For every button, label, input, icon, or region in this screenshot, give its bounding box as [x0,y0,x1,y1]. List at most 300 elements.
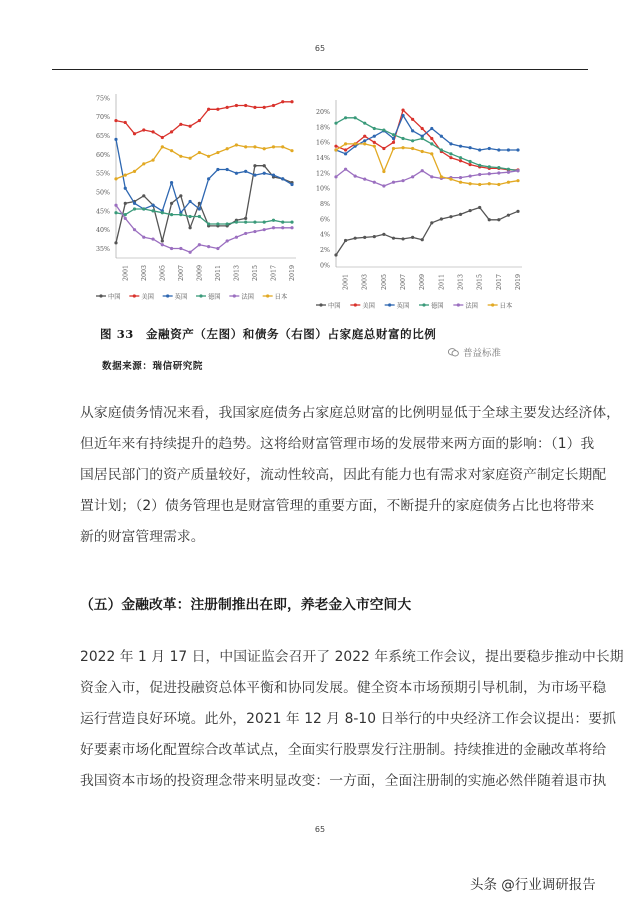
data-point [244,104,247,107]
y-tick-label: 8% [320,201,330,209]
data-point [421,137,424,140]
data-point [133,207,136,210]
data-point [373,141,376,144]
data-point [421,238,424,241]
data-point [344,148,347,151]
paragraph-line: 2022 年 1 月 17 日，中国证监会召开了 2022 年系统工作会议，提出要稳步推动中长期 [80,649,624,665]
data-point [449,156,452,159]
series-line-4 [116,205,292,252]
legend-marker [266,294,269,297]
x-tick-label: 2019 [515,274,522,291]
data-point [189,157,192,160]
data-point [488,147,491,150]
data-point [253,221,256,224]
data-point [507,171,510,174]
x-tick-label: 2011 [214,265,222,282]
data-point [469,209,472,212]
paragraph-line: 我国资本市场的投资理念带来明显改变：一方面，全面注册制的实施必然伴随着退市执 [80,773,607,789]
data-point [281,145,284,148]
legend-marker [457,303,460,306]
data-point [114,119,117,122]
data-point [124,217,127,220]
data-point [459,176,462,179]
data-point [411,236,414,239]
data-point [198,243,201,246]
data-point [382,128,385,131]
data-point [507,181,510,184]
data-point [373,127,376,130]
data-point [497,171,500,174]
data-point [516,169,519,172]
legend-label: 法国 [465,302,478,310]
data-point [142,128,145,131]
data-point [373,235,376,238]
paragraph-line: 资金入市，促进投融资总体平衡和协同发展。健全资本市场预期引导机制，为市场平稳 [80,680,607,696]
data-point [478,148,481,151]
data-point [382,170,385,173]
data-point [216,247,219,250]
data-point [253,164,256,167]
y-tick-label: 10% [316,185,330,193]
data-point [290,149,293,152]
x-tick-label: 2003 [140,265,148,282]
page-number-bottom: 65 [314,825,326,834]
data-point [151,158,154,161]
y-tick-label: 40% [96,227,110,235]
data-point [142,236,145,239]
data-point [244,170,247,173]
data-point [235,104,238,107]
y-tick-label: 70% [96,114,110,122]
data-point [179,123,182,126]
data-point [198,119,201,122]
legend-marker [133,294,136,297]
data-point [411,129,414,132]
series-line-1 [336,110,518,170]
data-point [459,156,462,159]
data-point [392,147,395,150]
data-point [207,155,210,158]
x-tick-label: 2001 [342,274,350,291]
paragraph-line: 国居民部门的资产质量较好，流动性较高，因此有能力也有需求对家庭资产制定长期配 [80,467,607,483]
data-point [344,168,347,171]
data-point [334,148,337,151]
data-point [344,116,347,119]
data-point [226,106,229,109]
legend-marker [233,294,236,297]
data-point [344,239,347,242]
data-point [421,127,424,130]
data-point [235,221,238,224]
data-point [469,174,472,177]
data-point [334,175,337,178]
data-point [507,148,510,151]
data-point [151,204,154,207]
data-point [235,172,238,175]
x-tick-label: 2009 [419,274,427,291]
paragraph-line: 好要素市场化配置综合改革试点，全面实行股票发行注册制。持续推进的金融改革将给 [80,742,607,758]
data-point [469,163,472,166]
legend-marker [166,294,169,297]
data-point [124,202,127,205]
data-point [170,130,173,133]
source-watermark: 头条 @行业调研报告 [470,877,596,893]
legend-marker [388,303,391,306]
data-point [142,194,145,197]
data-point [263,147,266,150]
data-point [334,253,337,256]
data-point [430,142,433,145]
data-point [478,183,481,186]
x-tick-label: 2003 [361,274,369,291]
data-point [373,145,376,148]
data-point [281,100,284,103]
legend-label: 日本 [274,293,288,301]
data-point [244,145,247,148]
data-point [226,239,229,242]
data-point [459,213,462,216]
data-point [488,172,491,175]
data-point [497,166,500,169]
data-point [114,177,117,180]
data-point [430,137,433,140]
legend-label: 日本 [499,302,513,310]
data-point [363,135,366,138]
data-point [440,148,443,151]
x-tick-label: 2005 [380,274,388,291]
data-point [216,151,219,154]
data-point [488,165,491,168]
data-point [401,137,404,140]
chart-financial-assets [86,90,296,312]
data-point [354,142,357,145]
data-point [354,174,357,177]
data-point [142,207,145,210]
data-point [449,178,452,181]
data-point [198,215,201,218]
data-point [253,230,256,233]
y-tick-label: 65% [96,133,110,141]
data-point [235,143,238,146]
data-point [373,181,376,184]
data-point [401,114,404,117]
legend-label: 英国 [396,302,410,310]
data-point [272,104,275,107]
data-point [440,217,443,220]
data-point [401,109,404,112]
y-tick-label: 45% [96,208,110,216]
figure-watermark [448,345,501,359]
legend-marker [199,294,202,297]
data-point [216,222,219,225]
data-point [207,108,210,111]
data-point [401,179,404,182]
data-point [290,183,293,186]
data-point [244,217,247,220]
data-point [401,146,404,149]
data-point [421,150,424,153]
data-point [411,118,414,121]
data-point [161,136,164,139]
data-point [363,178,366,181]
data-point [263,164,266,167]
paragraph-line: 新的财富管理需求。 [80,529,205,545]
data-point [290,221,293,224]
data-point [114,204,117,207]
data-point [133,202,136,205]
data-point [114,138,117,141]
legend-label: 德国 [208,293,221,301]
data-point [216,168,219,171]
data-point [382,147,385,150]
figure-source: 数据来源：瑞信研究院 [102,361,204,372]
x-tick-label: 2019 [289,265,296,282]
data-point [151,209,154,212]
x-tick-label: 2009 [196,265,204,282]
paragraph-household-debt [80,398,621,553]
data-point [179,155,182,158]
data-point [114,241,117,244]
y-tick-label: 35% [96,245,110,253]
y-tick-label: 14% [316,155,330,163]
data-point [124,174,127,177]
data-point [272,174,275,177]
wechat-icon [448,348,459,357]
data-point [469,182,472,185]
data-point [244,232,247,235]
data-point [334,145,337,148]
data-point [459,159,462,162]
x-tick-label: 2013 [233,265,241,282]
data-point [170,213,173,216]
data-point [124,187,127,190]
legend-marker [491,303,494,306]
paragraph-line: 置计划；（2）债务管理也是财富管理的重要方面，不断提升的家庭债务占比也将带来 [80,498,595,514]
data-point [363,236,366,239]
x-tick-label: 2015 [251,265,259,282]
series-line-2 [116,139,292,212]
data-point [516,210,519,213]
data-point [392,133,395,136]
data-point [179,247,182,250]
legend-marker [422,303,425,306]
data-point [411,147,414,150]
data-point [392,237,395,240]
paragraph-line: 从家庭债务情况来看，我国家庭债务占家庭总财富的比例明显低于全球主要发达经济体， [80,405,621,421]
data-point [290,100,293,103]
data-point [272,226,275,229]
x-tick-label: 2001 [122,265,130,282]
data-point [401,237,404,240]
x-tick-label: 2007 [177,265,185,282]
data-point [133,132,136,135]
data-point [281,177,284,180]
data-point [151,237,154,240]
data-point [290,226,293,229]
legend-label: 德国 [431,302,444,310]
data-point [170,181,173,184]
legend-label: 法国 [241,293,254,301]
data-point [334,122,337,125]
data-point [516,148,519,151]
series-line-0 [336,208,518,256]
data-point [124,121,127,124]
data-point [363,139,366,142]
data-point [189,251,192,254]
y-tick-label: 16% [316,139,330,147]
x-tick-label: 2013 [457,274,465,291]
data-point [189,226,192,229]
data-point [161,243,164,246]
data-point [281,226,284,229]
data-point [151,130,154,133]
legend-marker [319,303,322,306]
data-point [488,182,491,185]
data-point [449,215,452,218]
data-point [488,218,491,221]
data-point [344,152,347,155]
data-point [430,221,433,224]
data-point [440,135,443,138]
data-point [392,141,395,144]
data-point [226,147,229,150]
data-point [421,169,424,172]
data-point [263,172,266,175]
data-point [507,168,510,171]
x-tick-label: 2017 [495,274,503,291]
header-rule [52,69,588,70]
data-point [516,179,519,182]
figure-caption: 图 33 金融资产（左图）和债务（右图）占家庭总财富的比例 [100,327,437,341]
data-point [272,145,275,148]
y-tick-label: 2% [320,247,330,255]
data-point [133,170,136,173]
data-point [478,173,481,176]
x-tick-label: 2017 [270,265,278,282]
data-point [170,247,173,250]
data-point [363,122,366,125]
data-point [497,218,500,221]
data-point [253,106,256,109]
data-point [207,222,210,225]
y-tick-label: 12% [316,170,330,178]
data-point [263,106,266,109]
data-point [263,221,266,224]
data-point [179,194,182,197]
y-tick-label: 75% [96,95,110,103]
data-point [449,152,452,155]
data-point [207,245,210,248]
data-point [478,206,481,209]
data-point [281,221,284,224]
data-point [216,108,219,111]
x-tick-label: 2005 [159,265,167,282]
legend-label: 中国 [108,293,121,301]
x-tick-label: 2015 [476,274,484,291]
data-point [235,236,238,239]
data-point [189,125,192,128]
y-tick-label: 0% [320,262,330,270]
data-point [161,239,164,242]
x-tick-label: 2007 [400,274,408,291]
data-point [272,219,275,222]
y-tick-label: 18% [316,124,330,132]
paragraph-line: 但近年来有持续提升的趋势。这将给财富管理市场的发展带来两方面的影响：（1）我 [80,436,595,452]
y-tick-label: 60% [96,151,110,159]
data-point [142,162,145,165]
data-point [392,137,395,140]
data-point [189,215,192,218]
data-point [170,202,173,205]
data-point [344,142,347,145]
data-point [133,228,136,231]
data-point [430,175,433,178]
data-point [263,228,266,231]
data-point [392,181,395,184]
data-point [382,184,385,187]
data-point [207,177,210,180]
data-point [497,148,500,151]
page-number-top: 65 [314,44,326,53]
data-point [226,222,229,225]
data-point [411,175,414,178]
y-tick-label: 4% [320,231,330,239]
data-point [497,183,500,186]
legend-marker [354,303,357,306]
data-point [170,149,173,152]
data-point [198,151,201,154]
data-point [382,233,385,236]
data-point [161,145,164,148]
data-point [469,160,472,163]
legend-label: 美国 [362,302,375,310]
data-point [354,116,357,119]
data-point [478,164,481,167]
series-line-0 [116,166,292,243]
y-tick-label: 55% [96,170,110,178]
data-point [189,200,192,203]
watermark-text: 普益标准 [463,348,502,359]
legend-label: 美国 [141,293,154,301]
data-point [459,145,462,148]
legend-marker [99,294,102,297]
y-tick-label: 20% [316,109,330,117]
y-tick-label: 6% [320,216,330,224]
x-tick-label: 2011 [438,274,446,291]
data-point [198,207,201,210]
legend-label: 英国 [174,293,188,301]
data-point [253,174,256,177]
legend-label: 中国 [328,302,341,310]
data-point [507,214,510,217]
data-point [430,127,433,130]
data-point [459,181,462,184]
data-point [449,142,452,145]
section-heading: （五）金融改革：注册制推出在即，养老金入市空间大 [80,597,412,613]
data-point [430,152,433,155]
data-point [411,139,414,142]
data-point [440,175,443,178]
data-point [253,145,256,148]
data-point [354,237,357,240]
chart-household-debt [304,90,526,312]
data-point [226,168,229,171]
data-point [161,211,164,214]
data-point [244,221,247,224]
data-point [469,146,472,149]
paragraph-line: 运行营造良好环境。此外，2021 年 12 月 8-10 日举行的中央经济工作会议提出：要抓 [80,711,616,727]
data-point [114,211,117,214]
